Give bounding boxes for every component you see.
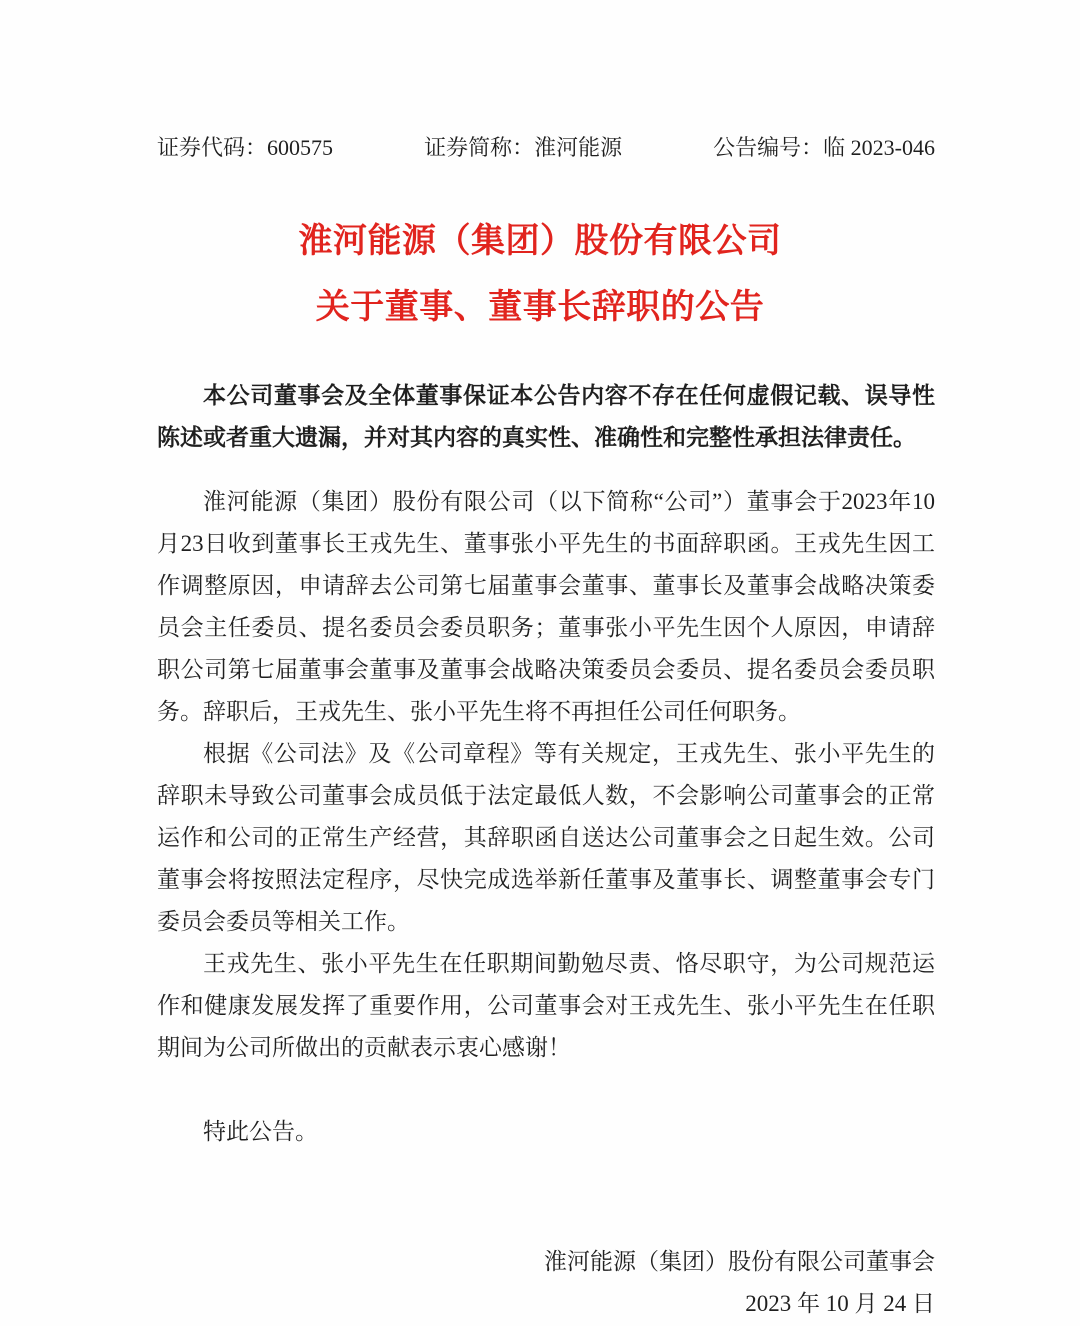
document-header xyxy=(157,131,935,162)
body-paragraph-2: 根据《公司法》及《公司章程》等有关规定，王戎先生、张小平先生的辞职未导致公司董事会成员低于法定最低人数，不会影响公司董事会的正常运作和公司的正常生产经营，其辞职函自送达公司董事会之日起生效。公司董事会将按照法定程序，尽快完成选举新任董事及董事长、调整董事会专门委员会委员等相关工作。 xyxy=(157,741,935,934)
body-paragraph-3: 王戎先生、张小平先生在任职期间勤勉尽责、恪尽职守，为公司规范运作和健康发展发挥了重要作用，公司董事会对王戎先生、张小平先生在任职期间为公司所做出的贡献表示衷心感谢！ xyxy=(157,951,935,1060)
board-signature: 淮河能源（集团）股份有限公司董事会 xyxy=(544,1249,935,1274)
stock-code: 证券代码：600575 xyxy=(157,135,334,160)
company-title: 淮河能源（集团）股份有限公司 xyxy=(298,222,782,260)
announcement-number: 公告编号：临 2023-046 xyxy=(713,135,935,160)
disclaimer-paragraph: 本公司董事会及全体董事保证本公告内容不存在任何虚假记载、误导性陈述或者重大遗漏，并对其内容的真实性、准确性和完整性承担法律责任。 xyxy=(157,383,935,450)
body-paragraph-1: 淮河能源（集团）股份有限公司（以下简称“公司”）董事会于2023年10月23日收到董事长王戎先生、董事张小平先生的书面辞职函。王戎先生因工作调整原因，申请辞去公司第七届董事会董事、董事长及董事会战略决策委员会主任委员、提名委员会委员职务；董事张小平先生因个人原因，申请辞职公司第七届董事会董事及董事会战略决策委员会委员、提名委员会委员职务。辞职后，王戎先生、张小平先生将不再担任公司任何职务。 xyxy=(157,489,935,724)
stock-abbr: 证券简称：淮河能源 xyxy=(424,135,623,160)
document-body xyxy=(157,375,935,1325)
announcement-date: 2023 年 10 月 24 日 xyxy=(745,1291,935,1316)
closing-line: 特此公告。 xyxy=(203,1119,318,1144)
announcement-title: 关于董事、董事长辞职的公告 xyxy=(315,288,765,326)
